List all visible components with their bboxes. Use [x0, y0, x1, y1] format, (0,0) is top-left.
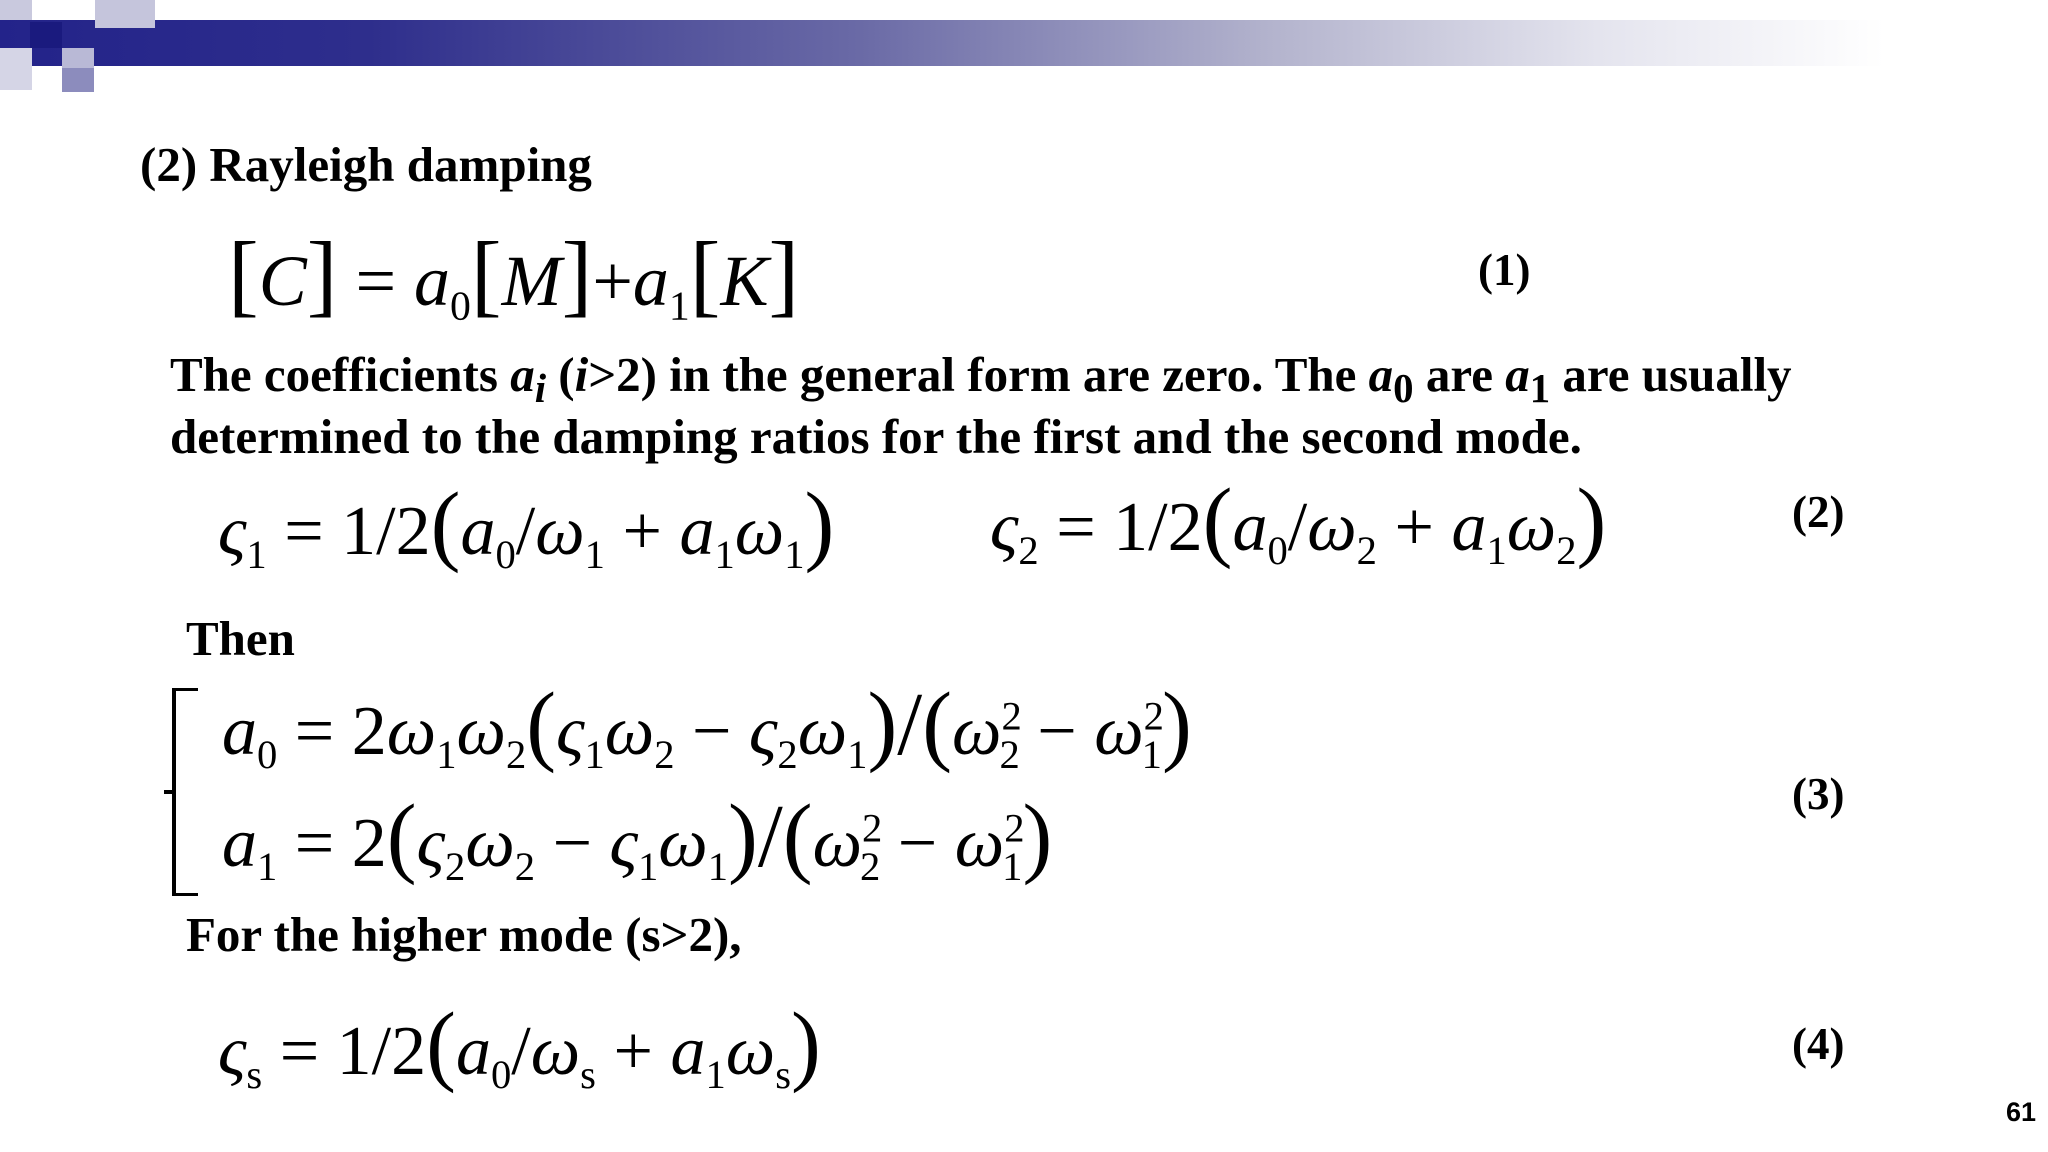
left-brace [172, 688, 198, 896]
decor-square [30, 22, 62, 48]
equation-number-3: (3) [1792, 769, 1845, 819]
equation-3a: $a_0 = 2\omega_1\omega_2(\varsigma_1\omega_2 - \varsigma_2\omega_1)/(\omega^2_2 - \omega^2_1)$ [222, 675, 1192, 778]
higher-mode-label: For the higher mode (s>2), [186, 907, 742, 962]
decor-square [62, 68, 94, 92]
equation-number-1: (1) [1478, 245, 1531, 295]
equation-number-2: (2) [1792, 487, 1845, 537]
equation-1: $[C] = a_0[M]+a_1[K]$ [228, 223, 800, 330]
equation-2a: $\varsigma_1 = 1/2(a_0/\omega_1 + a_1\omega_1)$ [218, 475, 835, 578]
decor-square [0, 48, 32, 90]
then-label: Then [186, 611, 295, 666]
slide-heading: (2) Rayleigh damping [140, 137, 592, 192]
left-brace-tip [164, 790, 174, 794]
description-line-1: The coefficients $a_i$ (i>2) in the general form are zero. The $a_0$ are $a_1$ are usually [170, 347, 1792, 411]
page-number: 61 [2005, 1097, 2036, 1127]
decor-square [62, 48, 94, 68]
description-line-2: determined to the damping ratios for the first and the second mode. [170, 409, 1582, 464]
equation-2b: $\varsigma_2 = 1/2(a_0/\omega_2 + a_1\omega_2)$ [990, 471, 1607, 574]
equation-number-4: (4) [1792, 1019, 1845, 1069]
equation-3b: $a_1 = 2(\varsigma_2\omega_2 - \varsigma_1\omega_1)/(\omega^2_2 - \omega^2_1)$ [222, 787, 1053, 890]
decor-square [0, 0, 32, 20]
equation-4: $\varsigma_s = 1/2(a_0/\omega_s + a_1\omega_s)$ [218, 995, 821, 1098]
decor-square [95, 0, 155, 28]
title-banner [0, 20, 2048, 66]
